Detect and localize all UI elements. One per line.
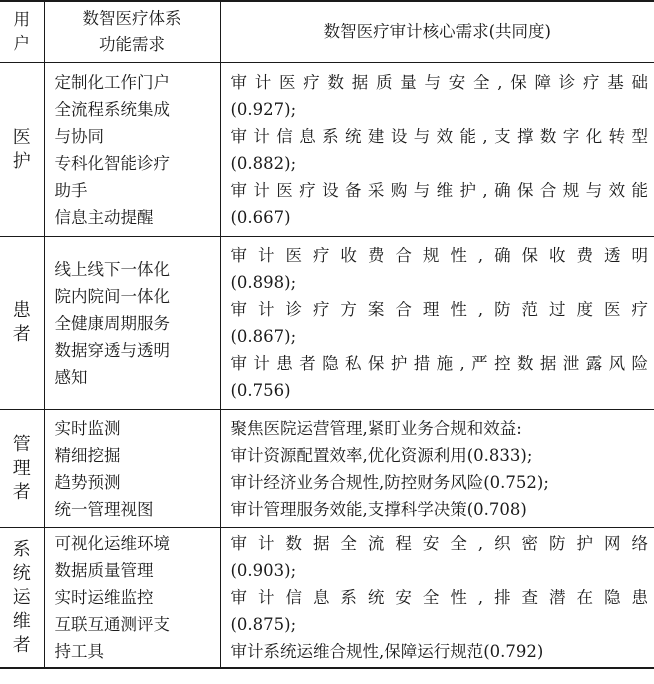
requirements-cell [220,410,654,528]
requirement-value: (0.898); [230,273,297,292]
function-line: 数据质量管理 [54,561,154,580]
requirements-cell [220,528,654,669]
function-line: 感知 [54,367,88,387]
requirement-value: (0.875); [230,615,297,634]
user-label: 系统运维者 [12,538,31,656]
user-cell [0,410,44,528]
requirement-item [231,242,649,296]
user-cell [0,528,44,669]
function-line: 互联互通测评支 [54,615,170,634]
requirement-text: 审计信息系统建设与效能,支撑数字化转型 [230,126,648,146]
requirement-item [231,123,649,177]
function-line: 院内院间一体化 [54,286,170,306]
table-body [0,63,654,669]
requirement-text: 审计医疗收费合规性,确保收费透明 [230,246,648,265]
requirement-item [231,350,649,404]
function-line: 线上线下一体化 [54,259,170,279]
requirement-item [231,177,649,231]
requirement-value: (0.927); [230,99,297,119]
user-label: 患者 [12,300,31,345]
requirement-value: (0.667) [230,207,291,227]
header-user-label: 用户 [13,9,30,53]
requirement-value: (0.867); [230,327,297,346]
requirements-cell [220,63,654,237]
header-requirements-label: 数智医疗审计核心需求(共同度) [323,22,551,41]
requirement-text: 审计医疗数据质量与安全,保障诊疗基础 [230,72,648,92]
header-functions-line: 数智医疗体系 [82,9,182,28]
requirement-value: (0.756) [230,381,291,400]
requirement-value: (0.903); [230,561,297,580]
function-line: 信息主动提醒 [54,207,154,227]
header-functions-label [45,6,220,58]
requirement-line: 聚焦医院运营管理,紧盯业务合规和效益: [230,418,522,438]
table-row [0,63,654,237]
requirement-text: 审计信息系统安全性,排查潜在隐患 [230,588,648,607]
function-line: 全流程系统集成 [54,99,170,119]
header-functions [44,1,220,63]
requirement-item [231,296,649,350]
user-label: 医护 [12,126,31,172]
header-functions-line: 功能需求 [99,35,165,54]
table-header [0,1,654,63]
user-cell [0,63,44,237]
function-line: 精细挖掘 [54,445,121,465]
requirement-text: 审计患者隐私保护措施,严控数据泄露风险 [230,354,648,373]
function-line: 与协同 [54,126,104,146]
function-line: 趋势预测 [54,472,121,492]
user-label: 管理者 [12,433,31,503]
function-line: 助手 [54,180,88,200]
table-row [0,410,654,528]
functions-cell [44,63,220,237]
requirement-text: 审计数据全流程安全,织密防护网络 [230,534,648,553]
functions-cell [44,528,220,669]
header-requirements [220,1,654,63]
requirement-line: 审计系统运维合规性,保障运行规范(0.792) [230,642,544,661]
requirement-line: 审计资源配置效率,优化资源利用(0.833); [230,445,533,465]
requirement-line: 审计经济业务合规性,防控财务风险(0.752); [230,472,549,492]
function-line: 统一管理视图 [54,499,154,519]
function-line: 可视化运维环境 [54,534,170,553]
header-row [0,1,654,63]
functions-cell [44,237,220,410]
functions-cell [44,410,220,528]
user-cell [0,237,44,410]
function-line: 定制化工作门户 [54,72,170,92]
function-line: 实时运维监控 [54,588,154,607]
requirement-text: 审计医疗设备采购与维护,确保合规与效能 [230,180,648,200]
table-row [0,237,654,410]
function-line: 专科化智能诊疗 [54,153,170,173]
function-line: 实时监测 [54,418,121,438]
requirement-item [231,584,649,638]
function-line: 全健康周期服务 [54,313,170,333]
requirement-item [231,69,649,123]
header-user [0,1,44,63]
requirement-line: 审计管理服务效能,支撑科学决策(0.708) [230,499,527,519]
function-line: 数据穿透与透明 [54,340,170,360]
requirement-item [231,530,649,584]
requirements-cell [220,237,654,410]
requirement-value: (0.882); [230,153,297,173]
requirement-text: 审计诊疗方案合理性,防范过度医疗 [230,300,648,319]
function-line: 持工具 [54,642,104,661]
table-row [0,528,654,669]
